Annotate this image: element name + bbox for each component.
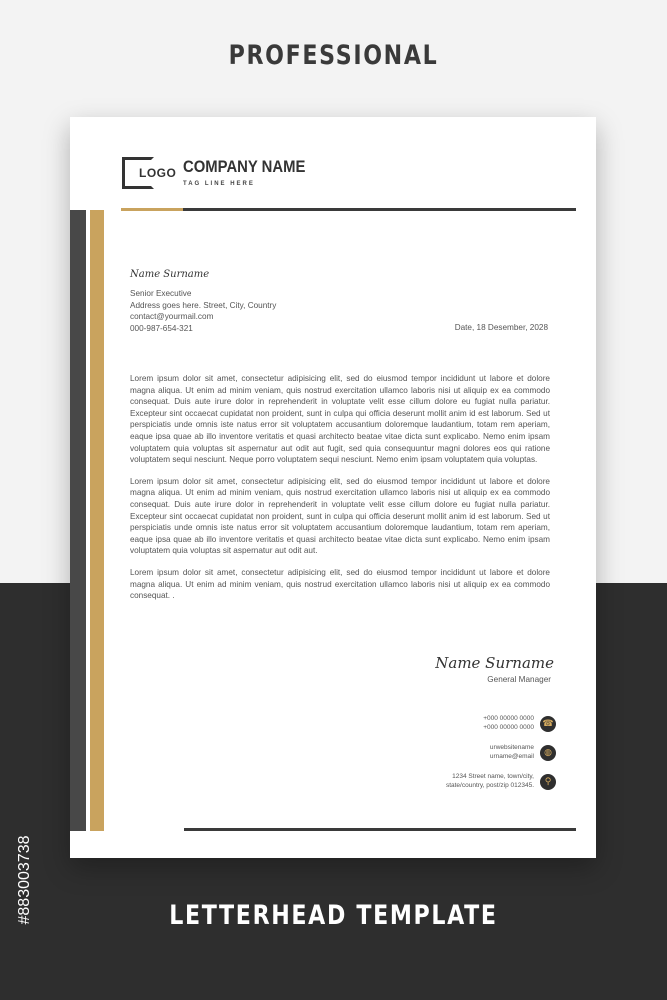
logo-text: LOGO — [139, 166, 177, 180]
contact-phone-1: +000 00000 0000 — [483, 715, 534, 722]
recipient-phone: 000-987-654-321 — [130, 323, 193, 333]
letter-date: Date, 18 Desember, 2028 — [454, 323, 548, 332]
header-rule-gold — [121, 208, 183, 211]
contact-address-2: state/country, post/zip 012345. — [445, 781, 534, 789]
letterhead-paper — [70, 117, 596, 858]
signature-name: Name Surname — [435, 654, 554, 672]
recipient-info — [130, 288, 276, 334]
company-name: COMPANY NAME — [183, 158, 306, 176]
recipient-title: Senior Executive — [130, 289, 192, 298]
stock-id-area — [0, 760, 50, 1000]
tagline: TAG LINE HERE — [183, 181, 255, 187]
side-bar-dark — [70, 210, 86, 831]
contact-email: urname@email — [489, 752, 534, 760]
top-heading: PROFESSIONAL — [228, 40, 439, 71]
globe-icon: ◍ — [540, 745, 556, 761]
signature-title: General Manager — [487, 675, 551, 684]
contact-phone-2: +000 00000 0000 — [483, 723, 534, 731]
contact-website: urwebsitename — [489, 744, 534, 751]
contact-phone-row — [483, 715, 556, 732]
stock-id-text: #883003738 — [16, 835, 33, 925]
body-paragraph: Lorem ipsum dolor sit amet, consectetur adipisicing elit, sed do eiusmod tempor incididunt ut labore et dolore magna aliqua. Ut enim ad minim veniam, quis nostrud exercitation ullamco laboris nisi ut aliquip ex ea commodo consequat. Duis aute irure dolor in reprehenderit in voluptate velit esse cillum dolore eu fugiat nulla pariatur. Excepteur sint occaecat cupidatat non proident, sunt in culpa qui officia deserunt mollit anim id est laborum. Sed ut perspiciatis unde omnis iste natus error sit voluptatem accusantium doloremque laudantium, totam rem aperiam, eaque ipsa quae ab illo inventore veritatis et quasi architecto beatae vitae dicta sunt explicabo. Nemo enim ipsam voluptatem quia voluptas sit aspernatur aut odit aut fugit, sed quia consequuntur magni dolores eos qui ratione voluptatem sequi nesciunt. Neque porro voluptatem sequi nesciunt. Nemo enim ipsam voluptatem quia voluptas. — [130, 374, 550, 465]
phone-icon: ☎ — [540, 716, 556, 732]
footer-rule — [184, 828, 576, 831]
side-bar-gold — [90, 210, 104, 831]
recipient-name: Name Surname — [130, 269, 210, 280]
recipient-email: contact@yourmail.com — [130, 312, 214, 322]
recipient-address: Address goes here. Street, City, Country — [130, 300, 277, 310]
body-paragraph: Lorem ipsum dolor sit amet, consectetur adipisicing elit, sed do eiusmod tempor incididunt ut labore et dolore magna aliqua. Ut enim ad minim veniam, quis nostrud exercitation ullamco laboris nisi ut aliquip ex ea commodo consequat. . — [130, 567, 550, 601]
body-paragraph: Lorem ipsum dolor sit amet, consectetur adipisicing elit, sed do eiusmod tempor incididunt ut labore et dolore magna aliqua. Ut enim ad minim veniam, quis nostrud exercitation ullamco laboris nisi ut aliquip ex ea commodo consequat. Duis aute irure dolor in reprehenderit in voluptate velit esse cillum dolore eu fugiat nulla pariatur. Excepteur sint occaecat cupidatat non proident, sunt in culpa qui officia deserunt mollit anim id est laborum. Sed ut perspiciatis unde omnis iste natus error sit voluptatem accusantium doloremque laudantium, totam rem aperiam, eaque ipsa quae ab illo inventore veritatis et quasi architecto beatae vitae dicta sunt explicabo. Nemo enim ipsam voluptatem quia voluptas sit aspernatur aut odit aut. — [130, 476, 550, 556]
location-pin-icon: ⚲ — [540, 774, 556, 790]
header-rule-dark — [183, 208, 576, 211]
bottom-heading: LETTERHEAD TEMPLATE — [169, 900, 498, 931]
contact-web-row — [490, 744, 556, 761]
contact-address-row — [446, 773, 556, 790]
contact-address-1: 1234 Street name, town/city, — [452, 773, 534, 780]
letter-body — [130, 373, 550, 612]
